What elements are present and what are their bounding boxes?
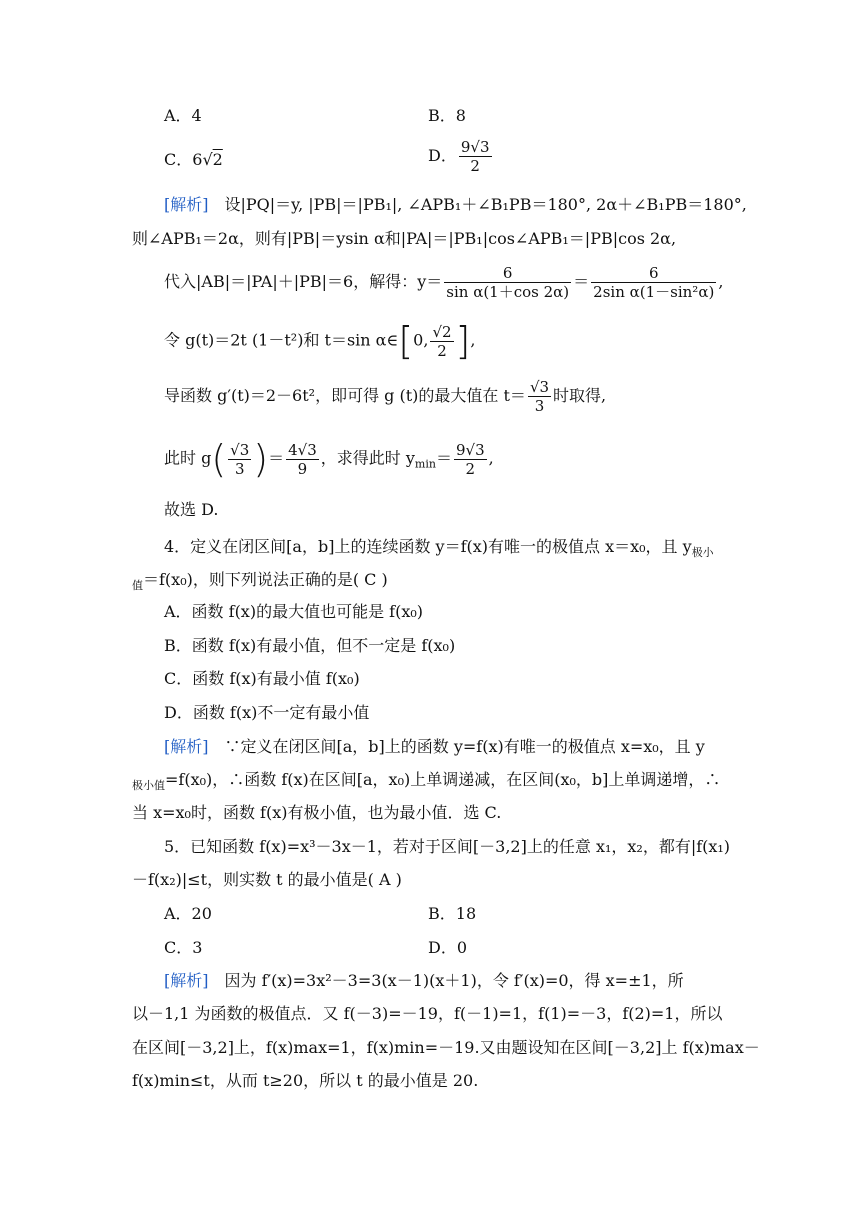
q3-line6-val-den: 9 [297, 459, 308, 478]
q4-option-d: D．函数 f(x)不一定有最小值 [164, 703, 370, 722]
q3-line6-end: , [488, 448, 494, 468]
q3-line6-res-den: 2 [465, 459, 476, 478]
q3-option-a: A．4 [164, 106, 202, 125]
q3-line6-sub: min [414, 457, 436, 471]
q5-stem-line2: －f(x₂)|≤t，则实数 t 的最小值是( A ) [132, 870, 402, 889]
right-paren-icon: ) [253, 437, 269, 481]
q3-line5-den: 3 [534, 397, 545, 415]
q5-option-d: D．0 [428, 938, 468, 957]
q3-line6-res [454, 441, 487, 478]
q4-option-a: A．函数 f(x)的最大值也可能是 f(x₀) [164, 602, 424, 621]
q3-analysis-line3 [164, 264, 860, 301]
analysis-tag: [解析] [164, 737, 209, 756]
analysis-tag: [解析] [164, 195, 209, 214]
q3-line6-val-num: 4√3 [288, 440, 317, 459]
q3-line5-num: √3 [529, 378, 550, 396]
q3-line3-frac2-num: 6 [591, 264, 716, 283]
q3-line6-val [286, 441, 319, 478]
q3-option-d-fraction [459, 138, 492, 175]
q4-option-c: C．函数 f(x)有最小值 f(x₀) [164, 669, 360, 688]
q3-option-c: C．6√2 [164, 150, 223, 169]
right-bracket-icon: ] [455, 319, 471, 363]
q3-line4-interval-a: 0, [413, 330, 429, 350]
q4-stem1-sub: 极小 [691, 546, 714, 560]
q5-analysis-line3: 在区间[－3,2]上，f(x)max=1，f(x)min=－19.又由题设知在区间[－3,2]上 f(x)max－ [132, 1038, 760, 1057]
q3-line5-end: 时取得, [553, 386, 607, 405]
q5-option-b: B．18 [428, 904, 477, 923]
q4-analysis-text1: ∵定义在闭区间[a，b]上的函数 y=f(x)有唯一的极值点 x=x₀，且 y [224, 737, 705, 756]
q5-analysis-line4: f(x)min≤t，从而 t≥20，所以 t 的最小值是 20. [132, 1071, 479, 1090]
q4-analysis-text2: =f(x₀)，∴函数 f(x)在区间[a，x₀)上单调递减，在区间(x₀，b]上单调递增，∴ [165, 770, 721, 789]
q5-analysis-line1 [164, 970, 860, 992]
q4-stem-line1 [164, 536, 860, 564]
q3-line4-end: , [470, 330, 476, 350]
q3-option-c-prefix: C．6 [164, 150, 203, 169]
q3-line3-frac1-num: 6 [444, 264, 571, 283]
q4-stem2: ＝f(x₀)，则下列说法正确的是( C ) [143, 570, 388, 589]
left-paren-icon: ( [211, 437, 227, 481]
q4-stem2-sub: 值 [132, 579, 143, 593]
q3-line3-frac1-den: sin α(1＋cos 2α) [446, 283, 570, 301]
q3-line3-frac2-den: 2sin α(1－sin²α) [593, 283, 715, 301]
q3-line4-frac [430, 323, 453, 360]
q4-option-b: B．函数 f(x)有最小值，但不一定是 f(x₀) [164, 636, 456, 655]
q4-stem1: 4．定义在闭区间[a，b]上的连续函数 y＝f(x)有唯一的极值点 x＝x₀，且 y [164, 537, 692, 556]
q5-stem-line1: 5．已知函数 f(x)=x³－3x－1，若对于区间[－3,2]上的任意 x₁，x₂，都有|f(x₁) [164, 837, 731, 856]
q3-line3-frac1 [444, 264, 571, 301]
q3-line3-end: , [718, 272, 724, 291]
q3-line6-prefix: 此时 g [164, 448, 212, 468]
q5-analysis-line2: 以－1,1 为函数的极值点．又 f(－3)=－19，f(－1)=1，f(1)=－3，f(2)=1，所以 [132, 1004, 723, 1023]
q3-analysis-text1: 设|PQ|＝y, |PB|＝|PB₁|, ∠APB₁＋∠B₁PB＝180°, 2α＋∠B₁PB＝180°, [224, 195, 747, 214]
q4-stem-line2 [132, 569, 860, 597]
q4-analysis-line2 [132, 769, 860, 797]
q3-line3-frac2 [591, 264, 716, 301]
q3-option-d-den: 2 [470, 157, 480, 175]
q3-line4-den: 2 [437, 341, 447, 360]
left-bracket-icon: [ [398, 319, 414, 363]
q3-analysis-line6 [164, 437, 860, 481]
q3-line4-prefix: 令 g(t)＝2t (1－t²)和 t＝sin α∈ [164, 330, 399, 350]
q3-line6-eq2: ＝ [435, 448, 452, 468]
q5-option-c: C．3 [164, 938, 203, 957]
q3-line6-arg-num: √3 [230, 440, 250, 459]
q3-line5-frac [528, 378, 551, 415]
q3-option-c-root: 2 [212, 150, 223, 169]
q5-option-a: A．20 [164, 904, 212, 923]
q3-line6-arg-den: 3 [234, 459, 245, 478]
q3-analysis-line4 [164, 319, 860, 363]
analysis-tag: [解析] [164, 971, 209, 990]
q3-analysis-line5 [164, 378, 860, 415]
q3-line6-arg [228, 441, 251, 478]
q3-analysis-line7: 故选 D. [164, 500, 219, 519]
q3-option-b: B．8 [428, 106, 466, 125]
q4-analysis-line3: 当 x=x₀时，函数 f(x)有极小值，也为最小值．选 C. [132, 803, 502, 822]
q3-line4-num: √2 [432, 322, 452, 341]
q4-analysis2-sub: 极小值 [132, 779, 165, 793]
q3-line6-eq: ＝ [268, 448, 285, 468]
q3-analysis-line2: 则∠APB₁＝2α，则有|PB|＝ysin α和|PA|＝|PB₁|cos∠APB₁＝|PB|cos 2α, [132, 229, 677, 248]
q3-analysis-line1 [164, 194, 860, 216]
q3-line6-mid: ，求得此时 y [320, 448, 415, 468]
q3-option-d-prefix: D． [428, 146, 457, 165]
q3-line6-res-num: 9√3 [455, 440, 485, 459]
q5-analysis-text1: 因为 f′(x)=3x²－3=3(x－1)(x＋1)，令 f′(x)=0，得 x=±1，所 [224, 971, 684, 990]
q3-option-d-num: 9√3 [460, 138, 490, 156]
q3-option-d [428, 138, 494, 175]
q3-line3-prefix: 代入|AB|＝|PA|＋|PB|＝6，解得：y＝ [164, 272, 443, 291]
q3-line3-eq: ＝ [573, 272, 590, 291]
q3-line5-prefix: 导函数 g′(t)＝2－6t²，即可得 g (t)的最大值在 t＝ [164, 386, 526, 405]
q4-analysis-line1 [164, 736, 860, 758]
